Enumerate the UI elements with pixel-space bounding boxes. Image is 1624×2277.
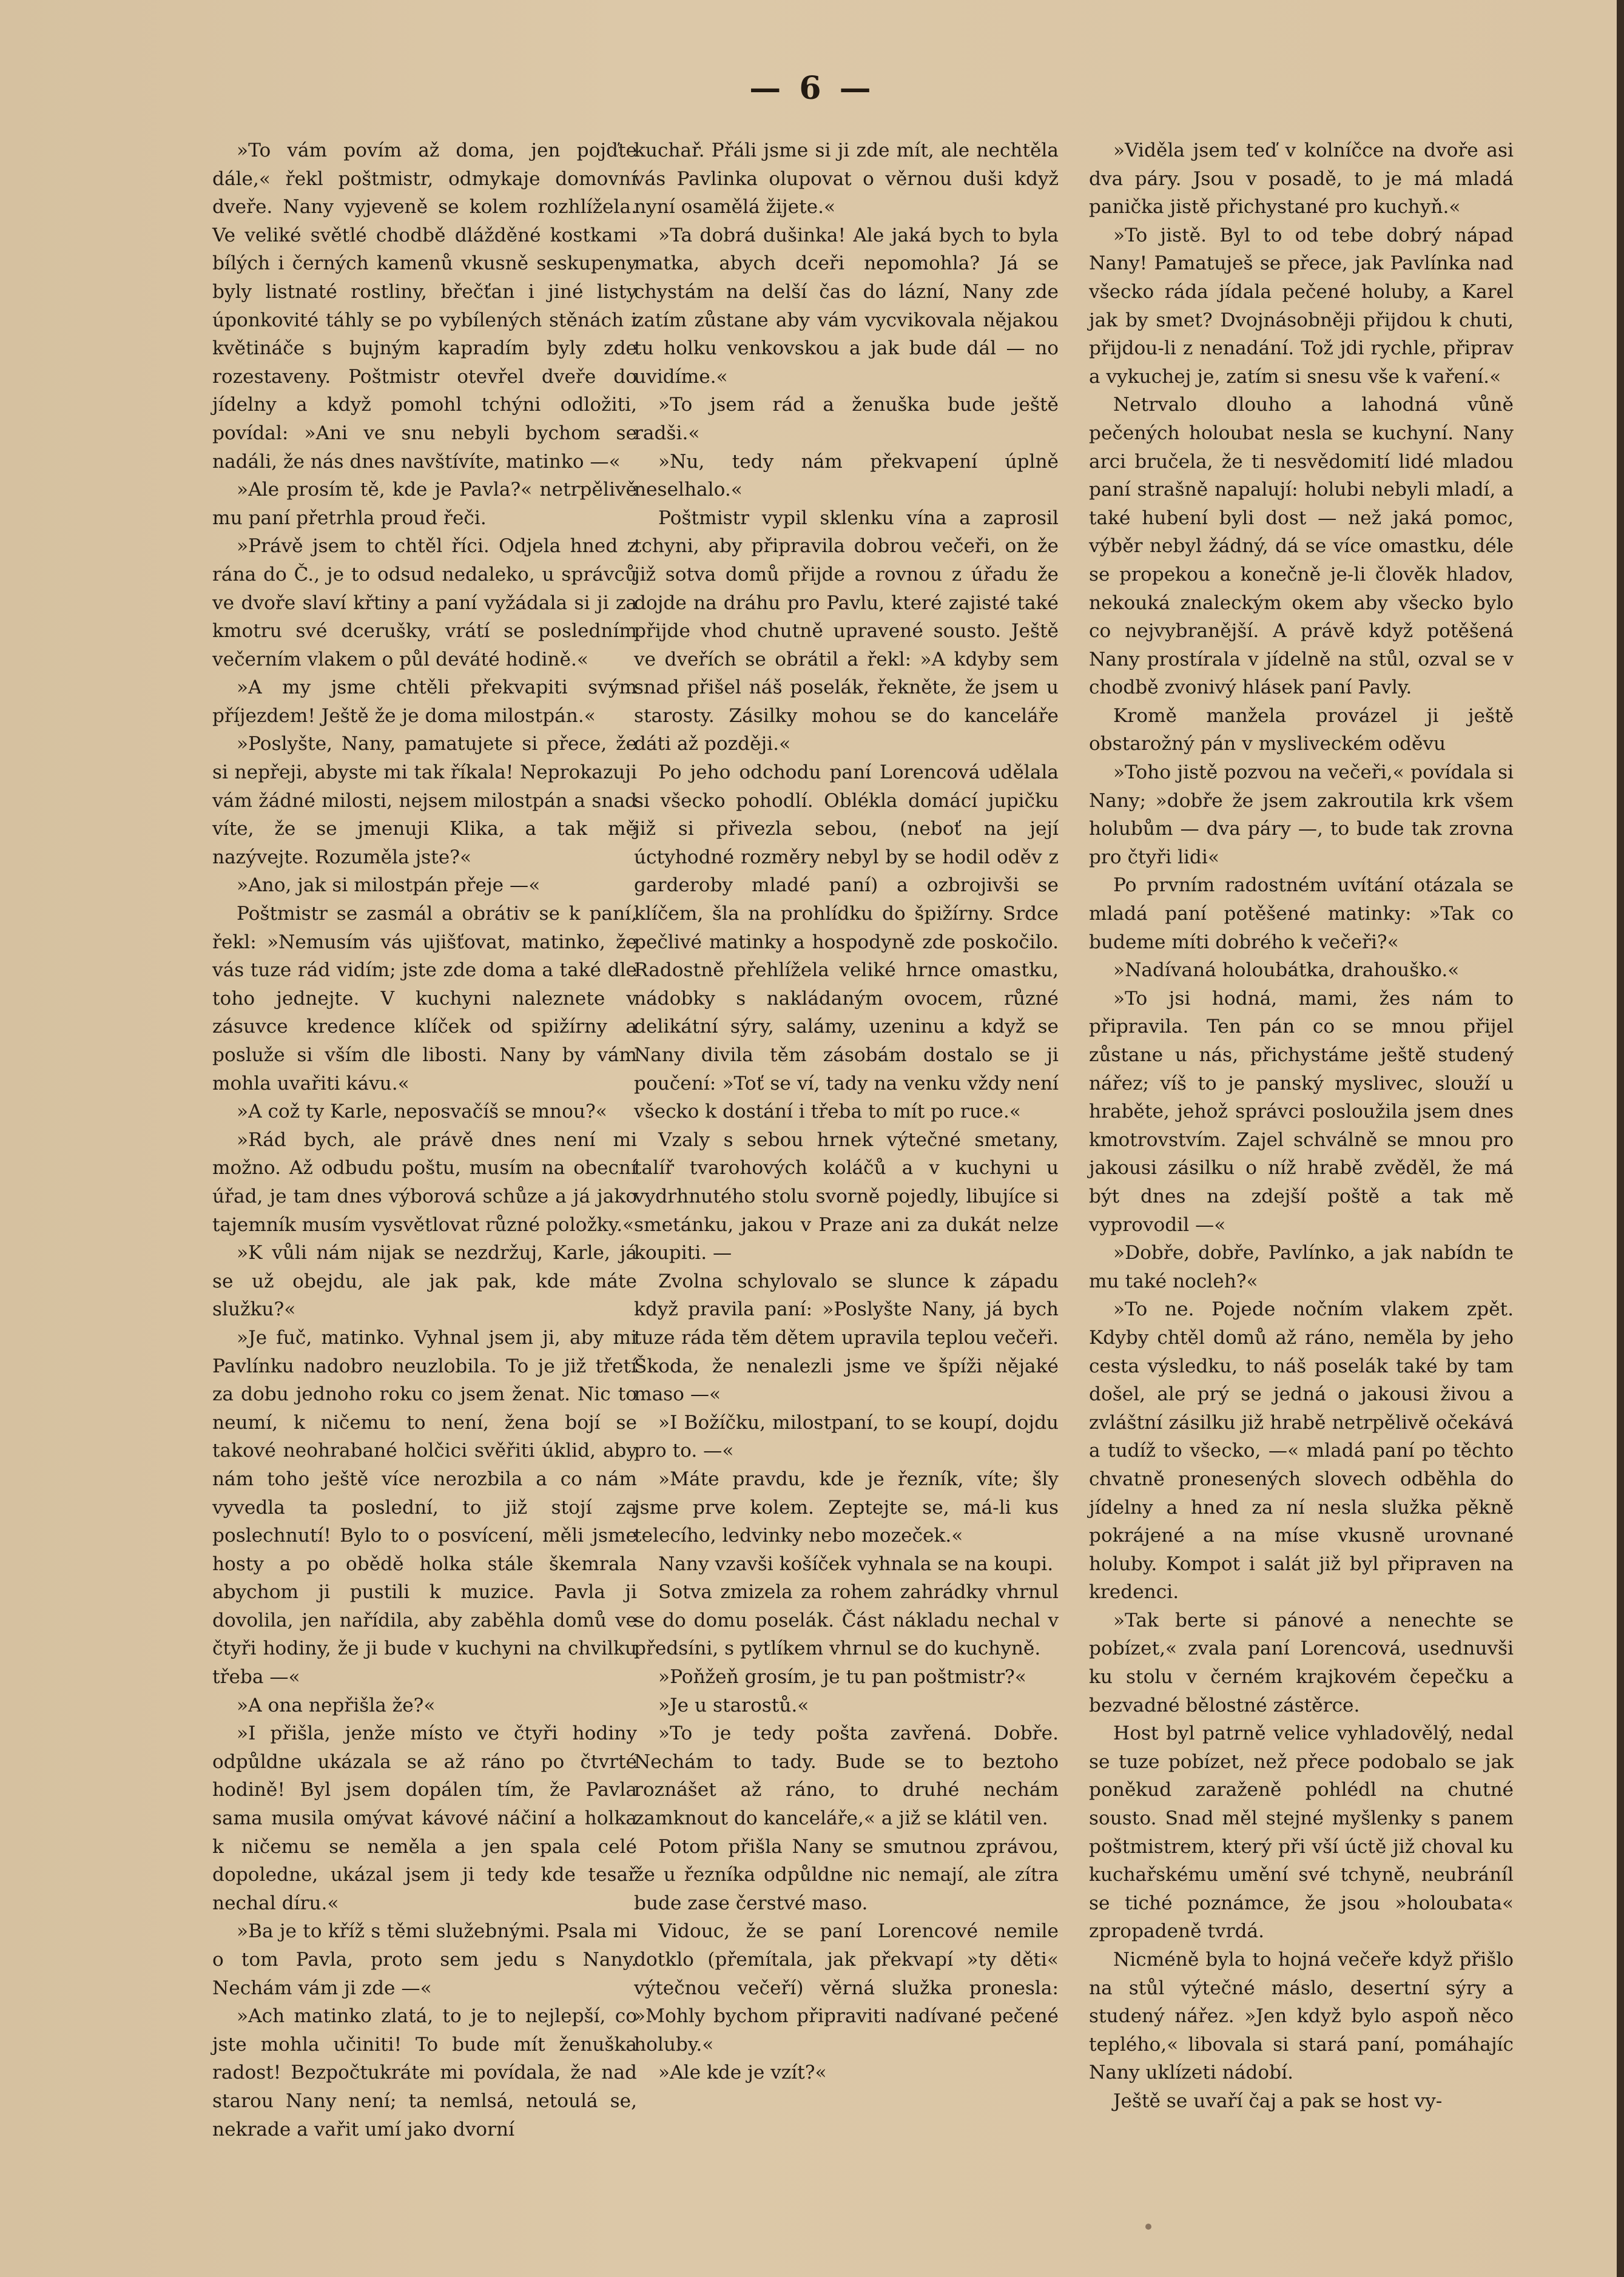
paragraph: Vidouc, že se paní Lorencové nemile dotklo (přemítala, jak překvapí »ty děti« výtečnou večeří) věrná služka pronesla: »Mohly bychom připraviti nadívané pečené holuby.« (634, 1920, 1059, 2056)
paragraph: »To jsi hodná, mami, žes nám to připravila. Ten pán co se mnou přijel zůstane u nás, přichystáme ještě studený nářez; víš to je panský myslivec, slouží u hraběte, jehož správci posloužila jsem dnes kmotrovstvím. Zajel schválně se mnou pro jakousi zásilku o níž hrabě zvěděl, že má být dnes na zdejší poště a tak mě vyprovodil —« (1089, 987, 1514, 1236)
paragraph: »I Božíčku, milostpaní, to se koupí, dojdu pro to. —« (634, 1411, 1059, 1462)
paragraph: Host byl patrně velice vyhladovělý, nedal se tuze pobízet, než přece podobalo se jak poněkud zaraženě pohlédl na chutné sousto. Snad měl stejné myšlenky s panem poštmistrem, který při vší úctě již choval ku kuchařskému umění své tchyně, neubráníl se tiché poznámce, že jsou »holoubata« zpropadeně tvrdá. (1089, 1722, 1514, 1943)
paragraph: kuchař. Přáli jsme si ji zde mít, ale nechtěla vás Pavlinka olupovat o věrnou duši když nyní osamělá žijete.« (634, 140, 1059, 218)
paragraph: »Poslyšte, Nany, pamatujete si přece, že si nepřeji, abyste mi tak říkala! Neprokazuji vám žádné milosti, nejsem milostpán a snad víte, že se jmenuji Klika, a tak mě nazývejte. Rozuměla jste?« (212, 733, 637, 868)
paragraph: Netrvalo dlouho a lahodná vůně pečených holoubat nesla se kuchyní. Nany arci bručela, že ti nesvědomití lidé mladou paní strašně napalují: holubi nebyli mladí, a také hubení byli dost — než jaká pomoc, výběr nebyl žádný, dá se více omastku, déle se propekou a konečně je-li člověk hladov, nekouká znaleckým okem aby všecko bylo co nejvybranější. A právě když potěšená Nany prostírala v jídelně na stůl, ozval se v chodbě zvonivý hlásek paní Pavly. (1089, 394, 1514, 699)
paragraph: »To jsem rád a ženuška bude ještě radši.« (634, 394, 1059, 444)
paragraph: Poštmistr se zasmál a obrátiv se k paní, řekl: »Nemusím vás ujišťovat, matinko, že vás tuze rád vidím; jste zde doma a také dle toho jednejte. V kuchyni naleznete v zásuvce kredence klíček od spižírny a posluže si vším dle libosti. Nany by vám mohla uvařiti kávu.« (212, 903, 637, 1095)
paragraph: »Ach matinko zlatá, to je to nejlepší, co jste mohla učiniti! To bude mít ženuška radost! Bezpočtukráte mi povídala, že nad starou Nany není; ta nemlsá, netoulá se, nekrade a vařit umí jako dvorní (212, 2005, 637, 2140)
paragraph: »A což ty Karle, neposvačíš se mnou?« (237, 1101, 607, 1123)
paragraph: »Ale kde je vzít?« (658, 2062, 827, 2084)
paragraph: »Tak berte si pánové a nenechte se pobízet,« zvala paní Lorencová, usednuvši ku stolu v černém krajkovém čepečku a bezvadné bělostné zástěrce. (1089, 1609, 1514, 1716)
paragraph: »Nu, tedy nám překvapení úplně neselhalo.« (634, 450, 1059, 501)
paragraph: Poštmistr vypil sklenku vína a zaprosil tchyni, aby připravila dobrou večeři, on že již sotva domů přijde a rovnou z úřadu že dojde na dráhu pro Pavlu, které zajisté také přijde vhod chutně upravené sousto. Ještě ve dveřích se obrátil a řekl: »A kdyby sem snad přišel náš poselák, řekněte, že jsem u starosty. Zásilky mohou se do kanceláře dáti až později.« (634, 507, 1059, 755)
text-column-3 (1089, 137, 1514, 2116)
paragraph: Potom přišla Nany se smutnou zprávou, že u řezníka odpůldne nic nemají, ale zítra bude zase čerstvé maso. (634, 1835, 1059, 1914)
paragraph: »Právě jsem to chtěl říci. Odjela hned z rána do Č., je to odsud nedaleko, u správců ve dvoře slaví křtiny a paní vyžádala si ji za kmotru své dcerušky, vrátí se posledním večerním vlakem o půl deváté hodině.« (212, 535, 637, 670)
paragraph: Po prvním radostném uvítání otázala se mladá paní potěšené matinky: »Tak co budeme míti dobrého k večeři?« (1089, 874, 1514, 953)
paragraph: »Ale prosím tě, kde je Pavla?« netrpělivě mu paní přetrhla proud řeči. (212, 479, 637, 529)
text-column-1 (212, 137, 637, 2144)
text-column-2 (634, 137, 1059, 2087)
paragraph: »Poňžeň grosím, je tu pan poštmistr?« (658, 1666, 1026, 1688)
paragraph: Kromě manžela provázel ji ještě obstarožný pán v mysliveckém oděvu (1089, 704, 1514, 755)
paragraph: »A ona nepřišla že?« (237, 1694, 436, 1716)
paragraph: Nany vzavši košíček vyhnala se na koupi. (658, 1553, 1054, 1575)
paragraph: »Viděla jsem teď v kolníčce na dvoře asi dva páry. Jsou v posadě, to je má mladá panička jistě přichystané pro kuchyň.« (1089, 140, 1514, 218)
paragraph: »Je fuč, matinko. Vyhnal jsem ji, aby mi Pavlínku nadobro neuzlobila. To je již třetí za dobu jednoho roku co jsem ženat. Nic to neumí, k ničemu to není, žena bojí se takové neohrabané holčici svěřiti úklid, aby nám toho ještě více nerozbila a co nám vyvedla ta poslední, to již stojí za poslechnutí! Bylo to o posvícení, měli jsme hosty a po obědě holka stále škemrala abychom ji pustili k muzice. Pavla ji dovolila, jen nařídila, aby zaběhla domů ve čtyři hodiny, že ji bude v kuchyni na chvilku třeba —« (212, 1326, 637, 1688)
paragraph: »To je tedy pošta zavřená. Dobře. Nechám to tady. Bude se to beztoho roznášet až ráno, to druhé nechám zamknout do kanceláře,« a již se klátil ven. (634, 1722, 1059, 1830)
paragraph: Ještě se uvaří čaj a pak se host vy- (1113, 2090, 1443, 2112)
paragraph: Sotva zmizela za rohem zahrádky vhrnul se do domu poselák. Část nákladu nechal v předsíni, s pytlíkem vhrnul se do kuchyně. (634, 1581, 1059, 1660)
paragraph: »Ano, jak si milostpán přeje —« (237, 874, 541, 897)
page-binding-edge (1617, 0, 1624, 2277)
paragraph: »A my jsme chtěli překvapiti svým příjezdem! Ještě že je doma milostpán.« (212, 676, 637, 727)
paragraph: »I přišla, jenže místo ve čtyři hodiny odpůldne ukázala se až ráno po čtvrté hodině! Byl jsem dopálen tím, že Pavla sama musila omývat kávové náčiní a holka k ničemu se neměla a jen spala celé dopoledne, ukázal jsem ji tedy kde tesař nechal díru.« (212, 1722, 637, 1914)
paragraph: »K vůli nám nijak se nezdržuj, Karle, já se už obejdu, ale jak pak, kde máte služku?« (212, 1242, 637, 1321)
paragraph: »Toho jistě pozvou na večeři,« povídala si Nany; »dobře že jsem zakroutila krk všem holubům — dva páry —, to bude tak zrovna pro čtyři lidi« (1089, 761, 1514, 868)
paragraph: Zvolna schylovalo se slunce k západu když pravila paní: »Poslyšte Nany, já bych tuze ráda těm dětem upravila teplou večeři. Škoda, že nenalezli jsme ve špíži nějaké maso —« (634, 1270, 1059, 1406)
paragraph: »Rád bych, ale právě dnes není mi možno. Až odbudu poštu, musím na obecní úřad, je tam dnes výborová schůze a já jako tajemník musím vysvětlovat různé položky.« (212, 1128, 637, 1236)
paragraph: Vzaly s sebou hrnek výtečné smetany, talíř tvarohových koláčů a v kuchyni u vydrhnutého stolu svorně pojedly, libujíce si smetánku, jakou v Praze ani za dukát nelze koupiti. — (634, 1128, 1059, 1264)
paragraph: »Máte pravdu, kde je řezník, víte; šly jsme prve kolem. Zeptejte se, má-li kus telecího, ledvinky nebo mozeček.« (634, 1468, 1059, 1547)
paragraph: Nicméně byla to hojná večeře když přišlo na stůl výtečné máslo, desertní sýry a studený nářez. »Jen když bylo aspoň něco teplého,« libovala si stará paní, pomáhajíc Nany uklízeti nádobí. (1089, 1949, 1514, 2084)
page-number: — 6 — (749, 70, 875, 107)
print-speck (1145, 2224, 1151, 2230)
paragraph: »Dobře, dobře, Pavlínko, a jak nabídn te mu také nocleh?« (1089, 1242, 1514, 1292)
paragraph: Po jeho odchodu paní Lorencová udělala si všecko pohodlí. Oblékla domácí jupičku již si přivezla sebou, (neboť na její úctyhodné rozměry nebyl by se hodil oděv z garderoby mladé paní) a ozbrojivši se klíčem, šla na prohlídku do špižírny. Srdce pečlivé matinky a hospodyně zde poskočilo. Radostně přehlížela veliké hrnce omastku, nádobky s nakládaným ovocem, různé delikátní sýry, salámy, uzeninu a když se Nany divila těm zásobám dostalo se ji poučení: »Toť se ví, tady na venku vždy není všecko k dostání i třeba to mít po ruce.« (634, 761, 1059, 1123)
paragraph: »To ne. Pojede nočním vlakem zpět. Kdyby chtěl domů až ráno, neměla by jeho cesta výsledku, to náš poselák také by tam došel, ale prý se jedná o jakousi živou a zvláštní zásilku již hrabě netrpělivě očekává a tudíž to všecko, —« mladá paní po těchto chvatně pronesených slovech odběhla do jídelny a hned za ní nesla služka pěkně pokrájené a na míse vkusně urovnané holuby. Kompot i salát již byl připraven na kredenci. (1089, 1298, 1514, 1604)
paragraph: »Ba je to kříž s těmi služebnými. Psala mi o tom Pavla, proto sem jedu s Nany. Nechám vám ji zde —« (212, 1920, 637, 1999)
paragraph: »Nadívaná holoubátka, drahouško.« (1113, 959, 1460, 982)
paragraph: »Ta dobrá dušinka! Ale jaká bych to byla matka, abych dceři nepomohla? Já se chystám na delší čas do lázní, Nany zde zatím zůstane aby vám vycvikovala nějakou tu holku venkovskou a jak bude dál — no uvidíme.« (634, 224, 1059, 388)
paragraph: »To jistě. Byl to od tebe dobrý nápad Nany! Pamatuješ se přece, jak Pavlínka nad všecko ráda jídala pečené holuby, a Karel jak by smet? Dvojnásobněji přijdou k chuti, přijdou-li z nenadání. Tož jdi rychle, připrav a vykuchej je, zatím si snesu vše k vaření.« (1089, 224, 1514, 388)
paragraph: »To vám povím až doma, jen pojďte dále,« řekl poštmistr, odmykaje domovní dveře. Nany vyjeveně se kolem rozhlížela. Ve veliké světlé chodbě dlážděné kostkami bílých i černých kamenů vkusně seskupeny byly listnaté rostliny, břečťan i jiné listy úponkovité táhly se po vybílených stěnách i květináče s bujným kapradím byly zde rozestaveny. Poštmistr otevřel dveře do jídelny a když pomohl tchýni odložiti, povídal: »Ani ve snu nebyli bychom se nadáli, že nás dnes navštívíte, matinko —« (212, 140, 637, 473)
paragraph: »Je u starostů.« (658, 1694, 809, 1716)
